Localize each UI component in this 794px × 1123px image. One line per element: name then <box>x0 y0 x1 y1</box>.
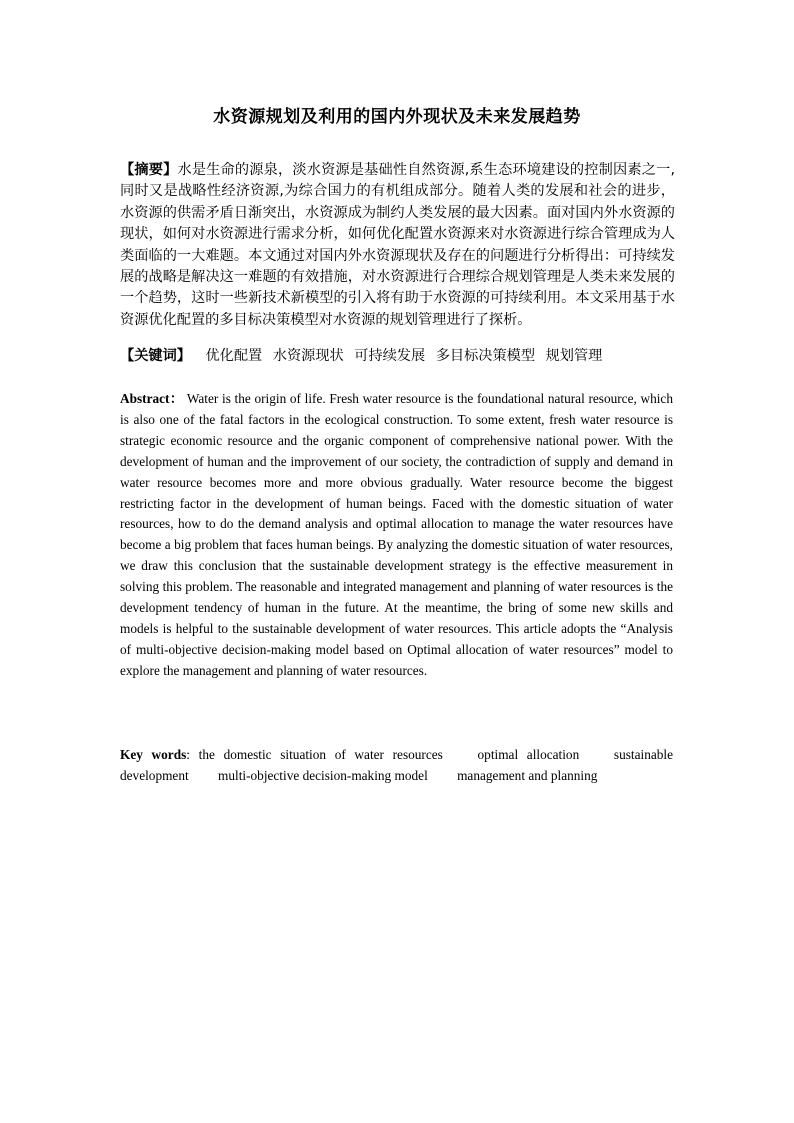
page-title: 水资源规划及利用的国内外现状及未来发展趋势 <box>213 107 581 127</box>
english-keywords-separator: : <box>186 747 190 762</box>
chinese-keywords-label: 【关键词】 <box>120 348 191 364</box>
english-abstract <box>120 389 673 682</box>
english-keyword: multi-objective decision-making model <box>218 768 428 783</box>
chinese-abstract <box>120 160 675 331</box>
chinese-abstract-label: 【摘要】 <box>120 162 178 178</box>
chinese-abstract-text: 水是生命的源泉，淡水资源是基础性自然资源,系生态环境建设的控制因素之一,同时又是战略性经济资源,为综合国力的有机组成部分。随着人类的发展和社会的进步，水资源的供需矛盾日渐突出，水资源成为制约人类发展的最大因素。面对国内外水资源的现状，如何对水资源进行需求分析，如何优化配置水资源来对水资源进行综合管理成为人类面临的一大难题。本文通过对国内外水资源现状及存在的问题进行分析得出：可持续发展的战略是解决这一难题的有效措施，对水资源进行合理综合规划管理是人类未来发展的一个趋势，这时一些新技术新模型的引入将有助于水资源的可持续利用。本文采用基于水资源优化配置的多目标决策模型对水资源的规划管理进行了探析。 <box>120 162 675 328</box>
english-keyword: optimal allocation <box>477 747 580 762</box>
english-keywords-label: Key words <box>120 747 187 762</box>
english-keywords <box>120 744 673 786</box>
english-keyword: management and planning <box>457 768 598 783</box>
english-keyword: the domestic situation of water resources <box>198 747 443 762</box>
chinese-keyword: 优化配置 <box>205 348 263 364</box>
chinese-keyword: 规划管理 <box>545 348 603 364</box>
chinese-keyword: 可持续发展 <box>354 348 426 364</box>
english-abstract-text: Water is the origin of life. Fresh water resource is the foundational natural resource, which is also one of the fatal factors in the ecological construction. To some extent, fresh water resource is strategic economic resource and the organic component of comprehensive national power. With the development of human and the improvement of our society, the contradiction of supply and demand in water resource becomes more and more obvious gradually. Water resource become the biggest restricting factor in the development of human beings. Faced with the domestic situation of water resources, how to do the demand analysis and optimal allocation to manage the water resources have become a big problem that faces human beings. By analyzing the domestic situation of water resources, we draw this conclusion that the sustainable development strategy is the effective measurement in solving this problem. The reasonable and integrated management and planning of water resources is the development tendency of human in the future. At the meantime, the bring of some new skills and models is helpful to the sustainable development of water resources. This article adopts the “Analysis of multi-objective decision-making model based on Optimal allocation of water resources” model to explore the management and planning of water resources. <box>120 391 673 678</box>
chinese-keyword: 多目标决策模型 <box>435 348 536 364</box>
english-keyword: sustainable development <box>120 747 673 783</box>
chinese-keywords <box>120 346 680 367</box>
chinese-keyword: 水资源现状 <box>272 348 344 364</box>
english-abstract-label: Abstract： <box>120 391 184 406</box>
